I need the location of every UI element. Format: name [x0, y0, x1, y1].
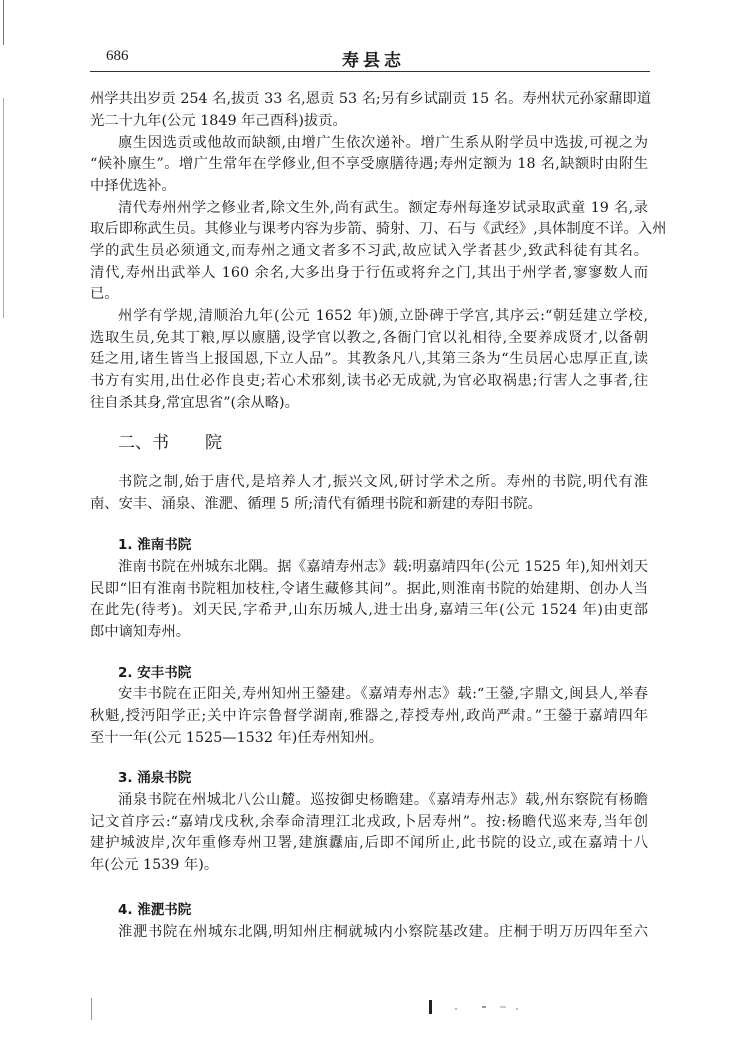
- text-line: 清代寿州州学之修业者,除文生外,尚有武生。额定寿州每逢岁试录取武童 19 名,录: [118, 200, 648, 216]
- text-line: 在此先(待考)。刘天民,字希尹,山东历城人,进士出身,嘉靖三年(公元 1524 年)由吏部: [90, 602, 648, 618]
- subsection-title: 1. 淮南书院: [118, 537, 192, 553]
- scan-artifact-speck: [482, 1006, 486, 1008]
- text-line: 书院之制,始于唐代,是培养人才,振兴文风,研讨学术之所。寿州的书院,明代有淮: [118, 474, 648, 490]
- text-line: 学的武生员必须通文,而寿州之通文者多不习武,故应试入学者甚少,致武科徒有其名。: [90, 243, 648, 259]
- text-line: 记文首序云:“嘉靖戊戌秋,余奉命清理江北戎政,卜居寿州”。按:杨瞻代巡来寿,当年创: [90, 814, 648, 830]
- text-line: 往自杀其身,常宜思省”(余从略)。: [90, 395, 299, 411]
- text-line: 至十一年(公元 1525—1532 年)任寿州知州。: [90, 730, 384, 746]
- subsection-title: 3. 涌泉书院: [118, 770, 192, 786]
- subsection-title: 4. 淮淝书院: [118, 902, 192, 918]
- text-line: 民即“旧有淮南书院粗加枝柱,令诸生藏修其间”。据此,则淮南书院的始建期、创办人当: [90, 581, 648, 597]
- text-line: 郎中谪知寿州。: [90, 624, 191, 640]
- section-heading-part2: 院: [205, 433, 222, 453]
- text-line: 涌泉书院在州城北八公山麓。巡按御史杨瞻建。《嘉靖寿州志》载,州东察院有杨瞻: [118, 792, 648, 808]
- header-rule: [90, 71, 650, 72]
- text-line: 廷之用,诸生皆当上报国恩,下立人品”。其教条凡八,其第三条为“生员居心忠厚正直,读: [90, 351, 648, 367]
- text-line: 已。: [90, 286, 119, 302]
- section-heading-part1: 二、书: [118, 433, 169, 453]
- text-line: 淮淝书院在州城东北隅,明知州庄桐就城内小察院基改建。庄桐于明万历四年至六: [118, 924, 648, 940]
- book-title: 寿县志: [342, 51, 405, 71]
- scan-artifact-speck: [516, 1008, 518, 1010]
- scan-edge-line: [3, 98, 4, 318]
- text-line: 建护城波岸,次年重修寿州卫署,建旗纛庙,后即不闻所止,此书院的设立,或在嘉靖十八: [90, 835, 648, 851]
- text-line: 州学共出岁贡 254 名,拔贡 33 名,恩贡 53 名;另有乡试副贡 15 名。寿州状元孙家鼐即道: [90, 91, 652, 107]
- page-number: 686: [106, 48, 129, 64]
- text-line: 年(公元 1539 年)。: [90, 857, 219, 873]
- text-line: 取后即称武生员。其修业与课考内容为步箭、骑射、刀、石与《武经》,具体制度不详。入州: [90, 221, 667, 237]
- scan-artifact-mark: [91, 998, 92, 1020]
- text-line: 州学有学规,清顺治九年(公元 1652 年)颁,立卧碑于学宫,其序云:“朝廷建立学校,: [118, 308, 648, 324]
- scan-artifact-speck: [500, 1006, 506, 1008]
- text-line: “候补廪生”。增广生常年在学修业,但不享受廪膳待遇;寿州定额为 18 名,缺额时由附生: [90, 156, 648, 172]
- text-line: 光二十九年(公元 1849 年己酉科)拔贡。: [90, 113, 347, 129]
- scan-artifact-speck: [455, 1008, 457, 1010]
- scan-artifact-mark: [429, 1000, 432, 1014]
- scan-edge-line: [3, 0, 4, 45]
- text-line: 中择优选补。: [90, 178, 176, 194]
- text-line: 安丰书院在正阳关,寿州知州王鎣建。《嘉靖寿州志》载:“王鎣,字鼎文,闽县人,举春: [118, 686, 648, 702]
- text-line: 廪生因选贡或他故而缺额,由增广生依次递补。增广生系从附学员中选拔,可视之为: [118, 135, 648, 151]
- subsection-title: 2. 安丰书院: [118, 665, 192, 681]
- text-line: 书方有实用,出仕必作良吏;若心术邪刻,读书必无成就,为官必取祸患;行害人之事者,往: [90, 373, 648, 389]
- text-line: 秋魁,授沔阳学正;关中许宗鲁督学湖南,雅器之,荐授寿州,政尚严肃。”王鎣于嘉靖四年: [90, 708, 648, 724]
- text-line: 清代,寿州出武举人 160 余名,大多出身于行伍或将弁之门,其出于州学者,寥寥数人而: [90, 265, 648, 281]
- text-line: 南、安丰、涌泉、淮淝、循理 5 所;清代有循理书院和新建的寿阳书院。: [90, 496, 542, 512]
- text-line: 淮南书院在州城东北隅。据《嘉靖寿州志》载:明嘉靖四年(公元 1525 年),知州刘天: [118, 559, 648, 575]
- text-line: 选取生员,免其丁粮,厚以廪膳,设学官以教之,各衙门官以礼相待,全要养成贤才,以备朝: [90, 330, 648, 346]
